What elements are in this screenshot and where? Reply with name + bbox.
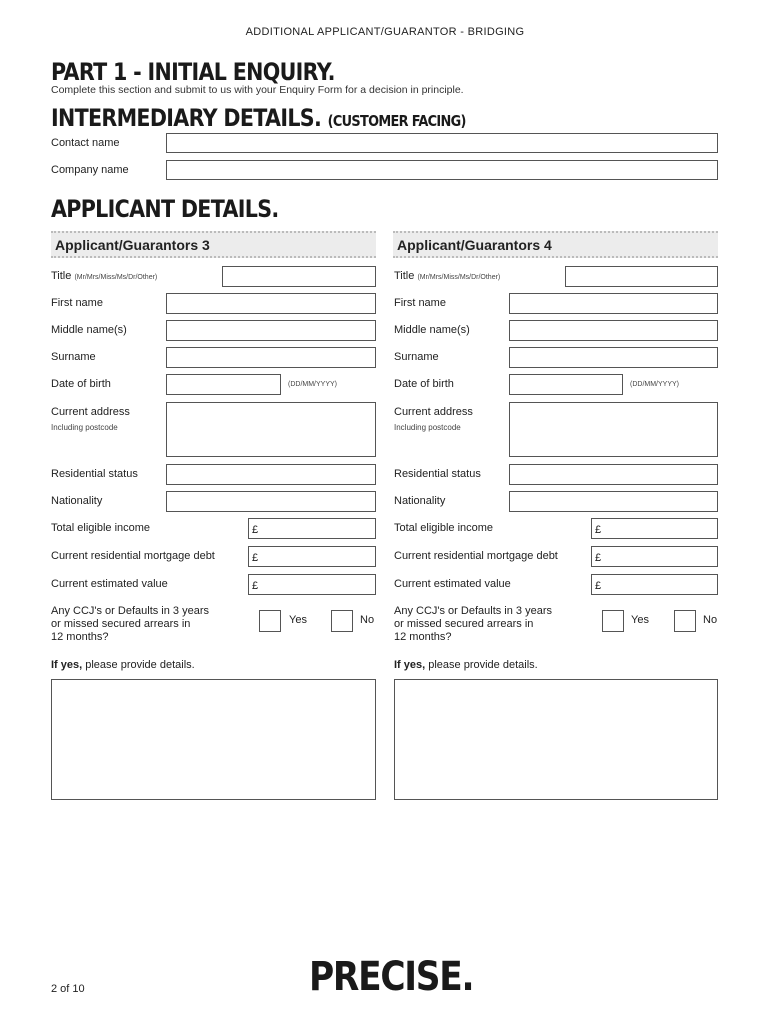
- applicant-3-income-input[interactable]: £: [248, 518, 376, 539]
- applicant-3-details-textarea[interactable]: [51, 679, 376, 800]
- contact-name-label: Contact name: [51, 137, 120, 149]
- address-hint: Including postcode: [394, 423, 461, 432]
- yes-label: Yes: [289, 614, 307, 626]
- first-name-label: First name: [394, 297, 446, 309]
- title-label: [51, 270, 157, 282]
- income-label: Total eligible income: [394, 522, 494, 534]
- intermediary-title-main: INTERMEDIARY DETAILS.: [51, 104, 322, 132]
- ccj-line-3: 12 months?: [51, 631, 109, 643]
- intermediary-title: [51, 104, 466, 132]
- nationality-label: Nationality: [394, 495, 446, 507]
- applicant-4-title-input[interactable]: [565, 266, 718, 287]
- dob-hint: (DD/MM/YYYY): [630, 381, 679, 388]
- estimated-value-label: Current estimated value: [51, 578, 168, 590]
- precise-logo: PRECISE.: [309, 954, 474, 1000]
- applicant-3-residential-status-input[interactable]: [166, 464, 376, 485]
- ccj-question: [394, 605, 552, 644]
- mortgage-debt-label: Current residential mortgage debt: [51, 550, 215, 562]
- applicant-4-income-input[interactable]: £: [591, 518, 718, 539]
- contact-name-input[interactable]: [166, 133, 718, 153]
- surname-label: Surname: [394, 351, 439, 363]
- applicant-4-dob-input[interactable]: [509, 374, 623, 395]
- title-label-text: Title: [394, 270, 415, 282]
- document-header: ADDITIONAL APPLICANT/GUARANTOR - BRIDGING: [245, 26, 525, 38]
- ccj-line-2: or missed secured arrears in: [51, 618, 191, 630]
- ccj-line-1: Any CCJ's or Defaults in 3 years: [51, 605, 209, 617]
- applicant-3-nationality-input[interactable]: [166, 491, 376, 512]
- if-yes-label: [51, 659, 195, 671]
- income-label: Total eligible income: [51, 522, 151, 534]
- title-hint: (Mr/Mrs/Miss/Ms/Dr/Other): [417, 274, 501, 281]
- applicant-3-middle-names-input[interactable]: [166, 320, 376, 341]
- middle-names-label: Middle name(s): [394, 324, 470, 336]
- ccj-question: [51, 605, 209, 644]
- part1-subtitle: Complete this section and submit to us with your Enquiry Form for a decision in principle.: [51, 84, 464, 96]
- company-name-label: Company name: [51, 164, 129, 176]
- applicant-3-title-input[interactable]: [222, 266, 376, 287]
- if-yes-rest: please provide details.: [82, 659, 195, 671]
- nationality-label: Nationality: [51, 495, 103, 507]
- applicant-4-estimated-value-input[interactable]: £: [591, 574, 718, 595]
- no-label: No: [703, 614, 718, 626]
- ccj-line-2: or missed secured arrears in: [394, 618, 534, 630]
- applicant-4-details-textarea[interactable]: [394, 679, 718, 800]
- dob-hint: (DD/MM/YYYY): [288, 381, 337, 388]
- address-label: Current address: [394, 406, 473, 418]
- applicant-4-mortgage-debt-input[interactable]: £: [591, 546, 718, 567]
- intermediary-title-suffix: (CUSTOMER FACING): [327, 112, 466, 130]
- surname-label: Surname: [51, 351, 96, 363]
- ccj-line-3: 12 months?: [394, 631, 452, 643]
- applicant-3-ccj-yes-checkbox[interactable]: [259, 610, 281, 632]
- company-name-input[interactable]: [166, 160, 718, 180]
- applicant-4-address-input[interactable]: [509, 402, 718, 457]
- mortgage-debt-label: Current residential mortgage debt: [394, 550, 558, 562]
- address-label: Current address: [51, 406, 130, 418]
- applicant-3-ccj-no-checkbox[interactable]: [331, 610, 353, 632]
- applicant-4-residential-status-input[interactable]: [509, 464, 718, 485]
- applicant-4-heading: Applicant/Guarantors 4: [393, 231, 718, 258]
- applicant-3-address-input[interactable]: [166, 402, 376, 457]
- applicant-4-first-name-input[interactable]: [509, 293, 718, 314]
- page-number: 2 of 10: [51, 983, 85, 995]
- applicant-4-ccj-no-checkbox[interactable]: [674, 610, 696, 632]
- dob-label: Date of birth: [394, 378, 454, 390]
- residential-status-label: Residential status: [51, 468, 138, 480]
- part1-title: PART 1 - INITIAL ENQUIRY.: [51, 58, 335, 86]
- if-yes-bold: If yes,: [394, 659, 426, 671]
- applicant-4-nationality-input[interactable]: [509, 491, 718, 512]
- applicant-details-title: APPLICANT DETAILS.: [51, 195, 279, 223]
- applicant-3-surname-input[interactable]: [166, 347, 376, 368]
- applicant-4-surname-input[interactable]: [509, 347, 718, 368]
- title-label: [394, 270, 500, 282]
- applicant-3-mortgage-debt-input[interactable]: £: [248, 546, 376, 567]
- dob-label: Date of birth: [51, 378, 111, 390]
- no-label: No: [360, 614, 375, 626]
- ccj-line-1: Any CCJ's or Defaults in 3 years: [394, 605, 552, 617]
- applicant-4-middle-names-input[interactable]: [509, 320, 718, 341]
- middle-names-label: Middle name(s): [51, 324, 127, 336]
- estimated-value-label: Current estimated value: [394, 578, 511, 590]
- applicant-4-ccj-yes-checkbox[interactable]: [602, 610, 624, 632]
- applicant-3-dob-input[interactable]: [166, 374, 281, 395]
- if-yes-label: [394, 659, 538, 671]
- if-yes-bold: If yes,: [51, 659, 83, 671]
- if-yes-rest: please provide details.: [425, 659, 538, 671]
- yes-label: Yes: [631, 614, 649, 626]
- address-hint: Including postcode: [51, 423, 118, 432]
- applicant-3-estimated-value-input[interactable]: £: [248, 574, 376, 595]
- title-hint: (Mr/Mrs/Miss/Ms/Dr/Other): [74, 274, 158, 281]
- first-name-label: First name: [51, 297, 103, 309]
- applicant-3-first-name-input[interactable]: [166, 293, 376, 314]
- title-label-text: Title: [51, 270, 72, 282]
- applicant-3-heading: Applicant/Guarantors 3: [51, 231, 376, 258]
- residential-status-label: Residential status: [394, 468, 481, 480]
